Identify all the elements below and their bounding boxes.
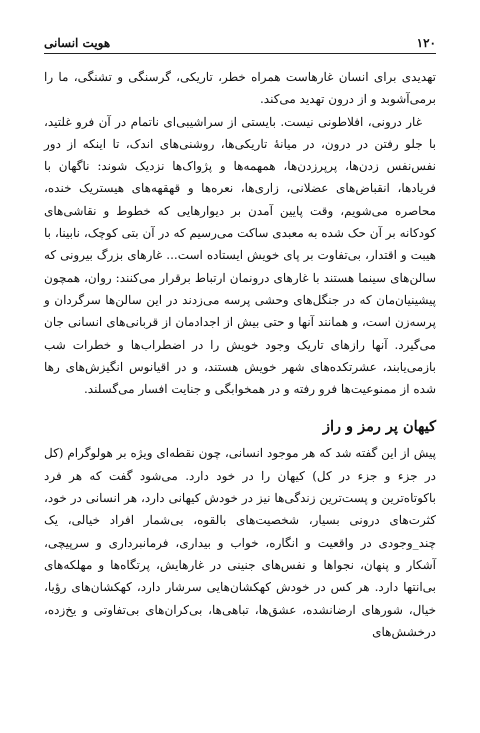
page-number: ۱۲۰	[416, 36, 436, 50]
running-head	[44, 36, 436, 54]
section-heading: کیهان پر رمز و راز	[322, 418, 436, 436]
section-paragraph: پیش از این گفته شد که هر موجود انسانی، چون نقطه‌ای ویژه بر هولوگرام (کل در جزء و جزء در کل) کیهان را در خود دارد. می‌شود گفت که هر فرد باکوتاه‌ترین و پست‌ترین زندگی‌ها نیز در خودش کیهانی دارد، هر انسانی در خود، کثرت‌های درونی بسیار، شخصیت‌های بالقوه، بی‌شمار افراد خیالی، یک چند_وجودی در واقعیت و انگاره، خواب و بیداری، فرمانبرداری و سرپیچی، آشکار و پنهان، نجواها و نفس‌های جنینی در غارهایش، پرتگاه‌ها و مهلکه‌های بی‌انتها دارد. هر کس در خودش کهکشان‌هایی سرشار دارد، کهکشان‌های رؤیا، خیال، شورهای ارضانشده، عشق‌ها، تباهی‌ها، بی‌کران‌های بی‌تفاوتی و یخ‌زده، درخشش‌های	[44, 446, 436, 639]
book-title: هویت انسانی	[44, 36, 111, 50]
paragraph-1: تهدیدی برای انسان غارهاست همراه خطر، تاریکی، گرسنگی و تشنگی، ما را برمی‌آشوبد و از درون تهدید می‌کند.	[44, 70, 436, 107]
paragraph-2: غار درونی، افلاطونی نیست. بایستی از سراشیبی‌ای ناتمام در آن فرو غلتید، با جلو رفتن در درون، در میانهٔ تاریکی‌ها، روشنی‌های اندک، تا اینکه از دور نفس‌نفس زدن‌ها، پرپرزدن‌ها، همهمه‌ها و پژواک‌ها نزدیک شوند: ناگهان با فریادها، انقباض‌های عضلانی، زاری‌ها، نعره‌ها و قهقهه‌های هیستریک خنده، محاصره می‌شویم، وقت پایین آمدن بر دیوارهایی که خطوط و نقاشی‌های کودکانه بر آن حک شده به معبدی ساکت می‌رسیم که در آن بتی کوچک، نابینا، با هیبت و اقتدار، بی‌تفاوت بر پای خویش ایستاده است... غارهای بزرگ بیرونی که سالن‌های سینما هستند با غارهای درونمان ارتباط برقرار می‌کنند: روان، همچون پیشینیان‌مان که در جنگل‌های وحشی پرسه می‌زدند در این سالن‌ها سرگردان و پرسه‌زن است، و همانند آنها و حتی بیش از اجدادمان از قربانی‌های انسانی جان می‌گیرد. آنها رازهای تاریک وجود خویش را در اضطراب‌ها و خطرات شب بازمی‌یابند، عشرتکده‌های شهر خویش هستند، و در اقیانوس انگیزش‌های رها شده از ممنوعیت‌ها فرو رفته و در همخوابگی و جنایت افسار می‌گسلند.	[44, 114, 436, 397]
